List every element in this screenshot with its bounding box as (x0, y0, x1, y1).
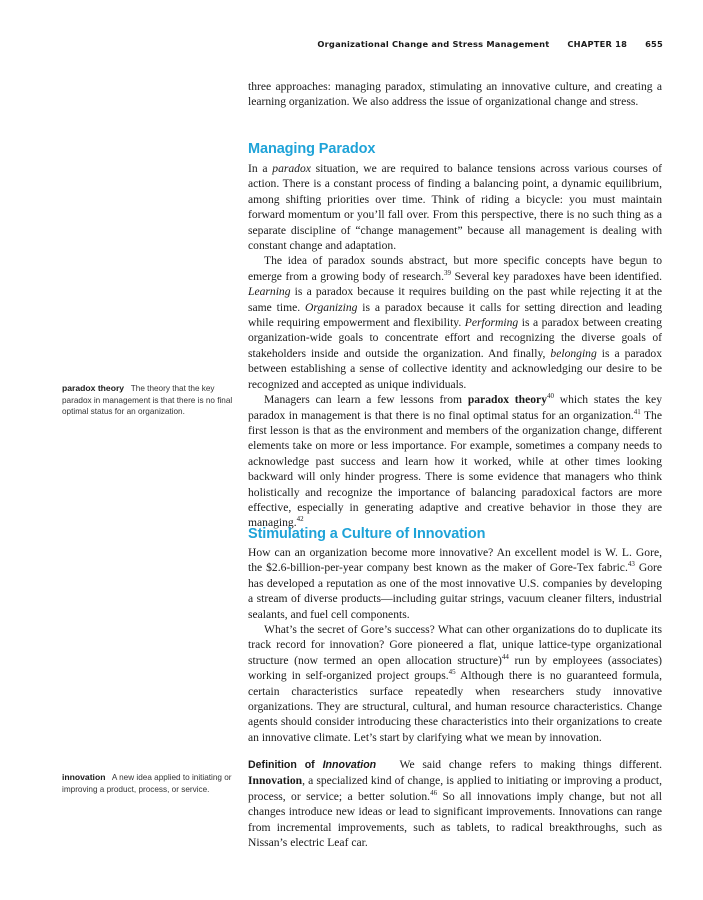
running-header (317, 39, 663, 49)
term-paradox: paradox (272, 162, 311, 175)
page-number: 655 (645, 39, 663, 49)
innovation-section-body (248, 545, 662, 745)
reference-41: 41 (633, 407, 641, 416)
margin-term-paradox-theory: paradox theory (62, 383, 125, 393)
term-performing: Performing (464, 316, 519, 330)
innovation-paragraph-1: How can an organization become more innovative? An excellent model is W. L. Gore, the $2.6-billion-per-year company best known as the maker of Gore-Tex fabric.$^{43}$ Gore has developed a reputation as one of the most innovative U.S. companies by developing a stream of diverse products—including guitar strings, vacuum cleaner filters, industrial sealants, and fuel cell components. (248, 546, 663, 621)
reference-42: 42 (296, 515, 304, 524)
reference-45: 45 (448, 668, 456, 677)
margin-definition-paradox-theory: The theory that the key paradox in management is that there is no final optimal status for an organization. (62, 384, 233, 417)
innovation-paragraph-2: What’s the secret of Gore’s success? What can other organizations do to duplicate its track record for innovation? Gore pioneered a flat, unique lattice-type organizational structure (now termed an open allocation structure)$^{44}$ run by employees (associates) working in self-organized project groups.$^{45}$ Although there is no guaranteed formula, certain characteristics surface repeatedly when researchers study innovative organizations. They are structural, cultural, and human resource characteristics. Change agents should consider introducing these characteristics into their organizations to create an innovative climate. Let’s start by clarifying what we mean by innovation. (248, 623, 663, 744)
section-heading-innovation: Stimulating a Culture of Innovation (248, 526, 486, 542)
term-organizing: Organizing (305, 300, 358, 314)
margin-note-paradox-theory (62, 383, 238, 418)
intro-paragraph: three approaches: managing paradox, stimulating an innovative culture, and creating a learning organization. We also address the issue of organizational change and stress. (248, 80, 662, 109)
paradox-paragraph-2: The idea of paradox sounds abstract, but more specific concepts have begun to emerge from a growing body of research.$^{39}$ Several key paradoxes have been identified. Learning is a paradox because it requires building on the past while rejecting it at the same time. Organizing is a paradox because it calls for setting direction and leading while requiring empowerment and flexibility. Performing is a paradox between creating organization-wide goals to concentrate effort and recognizing the diverse goals of stakeholders inside and outside the organization. And finally, belonging is a paradox between establishing a sense of collective identity and acknowledging our desire to be recognized and accepted as unique individuals. (248, 254, 662, 391)
running-title: Organizational Change and Stress Management (317, 39, 550, 49)
term-belonging: belonging (550, 346, 597, 360)
margin-note-innovation (62, 772, 238, 795)
reference-39: 39 (443, 268, 451, 277)
reference-46: 46 (430, 788, 438, 797)
reference-40: 40 (547, 392, 554, 401)
term-learning: Learning (248, 285, 291, 299)
key-term-innovation: Innovation (248, 774, 303, 788)
reference-44: 44 (501, 652, 509, 661)
margin-definition-innovation: A new idea applied to initiating or improving a product, process, or service. (62, 773, 232, 794)
paradox-paragraph-3: Managers can learn a few lessons from paradox theory$^{40}$ which states the key paradox in management is that there is no final optimal status for an organization.$^{41}$ The first lesson is that as the environment and members of the organization change, different elements take on more or less importance. For example, sometimes a company needs to acknowledge past success and learn how it worked, while at other times looking backward will only hinder progress. There is some evidence that managers who think holistically and recognize the importance of balancing paradoxical factors are more effective, especially in generating adaptive and creative behavior in those they are managing.$^{42}$ (248, 392, 663, 530)
reference-43: 43 (627, 560, 635, 569)
section-heading-paradox: Managing Paradox (248, 141, 376, 157)
margin-term-innovation: innovation (62, 772, 106, 782)
key-term-paradox-theory: paradox theory (467, 393, 547, 407)
definition-paragraph: Definition of Innovation We said change refers to making things different. Innovation, a specialized kind of change, is applied to initiating or improving a product, process, or service; a better solution.$^{46}$ So all innovations imply change, but not all changes introduce new ideas or lead to significant improvements. Innovations can range from incremental improvements, such as tablets, to radical breakthroughs, such as Nissan’s electric Leaf car. (248, 758, 663, 850)
paradox-section-body (248, 161, 662, 531)
chapter-label: CHAPTER 18 (567, 39, 628, 49)
definition-block (248, 757, 662, 850)
paradox-paragraph-1: In a paradox situation, we are required to balance tensions across various courses of action. There is a constant process of finding a balancing point, a dynamic equilibrium, among shifting priorities over time. Think of riding a bicycle: you must maintain forward momentum or you’ll fall over. From this perspective, there is no such thing as a separate discipline of “change management” because all management is dealing with constant change and adaptation. (248, 162, 662, 253)
intro-block (248, 79, 662, 110)
runin-heading-definition: Definition of Innovation (248, 759, 377, 771)
